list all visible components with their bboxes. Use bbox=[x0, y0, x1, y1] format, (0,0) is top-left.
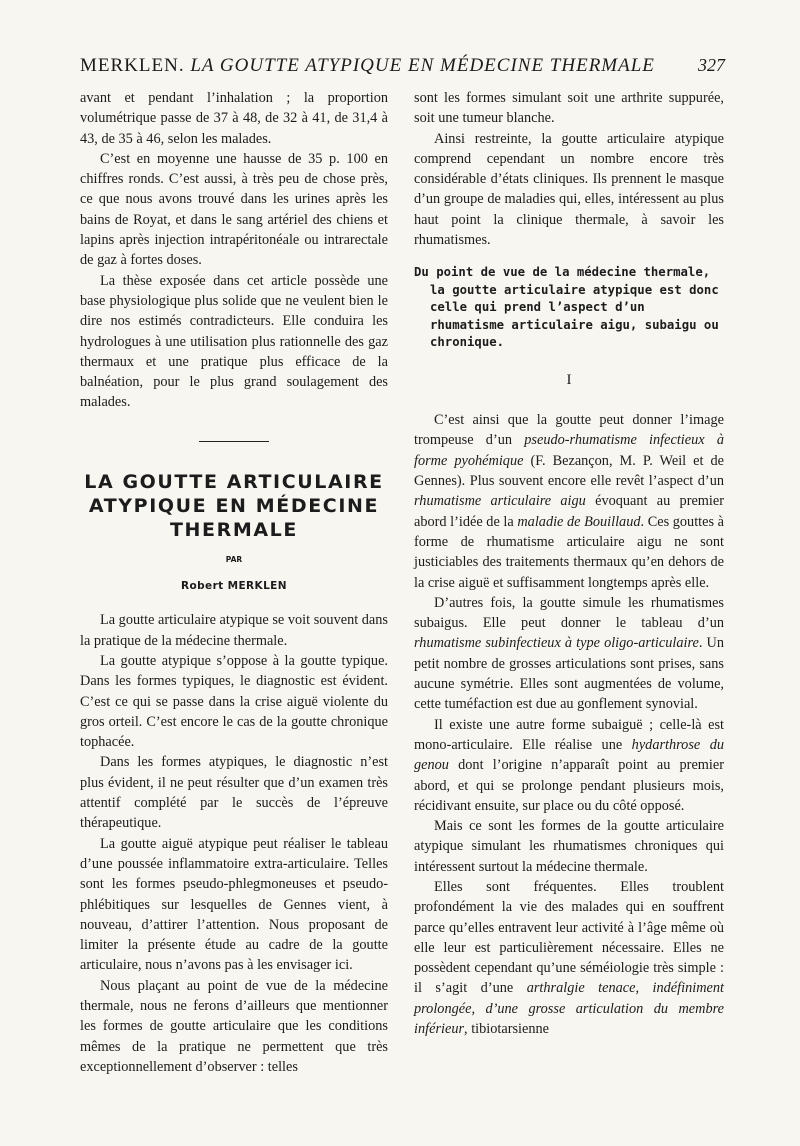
text: dont l’origine n’apparaît point au premier abord, et qui se prolonge pendant plusieurs mois, récidivant ensuite, sur place ou du côté opposé. bbox=[414, 757, 724, 814]
text: Elles sont fréquentes. Elles troublent profondément la vie des malades qui en souffrent parce qu’elles entravent leur activité à l’âge même où elle leur est particulièrement nécessaire. Elles ne possèdent cependant qu’une séméiologie très simple : il s’agit d’une bbox=[414, 879, 724, 997]
paragraph: C’est en moyenne une hausse de 35 p. 100 en chiffres ronds. C’est aussi, à très peu de chose près, ce que nous avons trouvé dans les urines après les bains de Royat, et dans le sang artériel des chiens et lapins après injection intrapéritonéale ou intrarectale de gaz à fortes doses. bbox=[80, 150, 388, 269]
running-author: MERKLEN. bbox=[80, 55, 185, 76]
italic-term: rhumatisme articulaire aigu bbox=[414, 493, 586, 510]
italic-term: maladie de Bouillaud bbox=[517, 513, 641, 530]
section-divider bbox=[199, 441, 269, 442]
paragraph: Ainsi restreinte, la goutte articulaire atypique comprend cependant un nombre encore très considérable d’états cliniques. Ils prennent le masque d’un groupe de maladies qui, elles, intéressent au plus haut point la clinique thermale, à savoir les rhumatismes. bbox=[414, 130, 724, 249]
text: . Ces gouttes à forme de rhumatisme articulaire aigu ne sont justiciables des traitements thermaux qu’en dehors de la crise aiguë et suffisamment longtemps après elle. bbox=[414, 513, 724, 591]
key-statement-line: Du point de vue de la médecine thermale, bbox=[414, 265, 711, 280]
paragraph bbox=[414, 410, 724, 593]
paragraph: La goutte atypique s’oppose à la goutte typique. Dans les formes typiques, le diagnostic est évident. C’est ce qui se passe dans la crise aiguë violente du gros orteil. C’est encore le cas de la goutte chronique tophacée. bbox=[80, 652, 388, 751]
paragraph bbox=[414, 715, 724, 816]
left-column bbox=[80, 88, 388, 1077]
running-article-title: LA GOUTTE ATYPIQUE EN MÉDECINE THERMALE bbox=[190, 55, 655, 76]
text: , tibiotarsienne bbox=[464, 1021, 550, 1038]
article-author: Robert MERKLEN bbox=[181, 580, 287, 593]
right-column bbox=[414, 88, 724, 1039]
running-header bbox=[80, 55, 725, 85]
paragraph: La goutte articulaire atypique se voit souvent dans la pratique de la médecine thermale. bbox=[80, 612, 388, 649]
paragraph: La goutte aiguë atypique peut réaliser le tableau d’une poussée inflammatoire extra-articulaire. Telles sont les formes pseudo-phlegmoneuses et pseudo-phlébitiques sur lesquelles de Gennes vient, à nouveau, d’attirer l’attention. Nous proposant de limiter la présente étude au cadre de la goutte articulaire, nous n’avons pas à les envisager ici. bbox=[80, 835, 388, 974]
article-title-line: LA GOUTTE ARTICULAIRE bbox=[84, 470, 384, 493]
article-title bbox=[80, 470, 388, 542]
key-statement bbox=[414, 264, 724, 352]
paragraph: Dans les formes atypiques, le diagnostic n’est plus évident, il ne peut résulter que d’un examen très attentif complété par le succès de l’épreuve thérapeutique. bbox=[80, 754, 388, 832]
text: . Un petit nombre de grosses articulations sont prises, sans aucune symétrie. Elles sont augmentées de volume, cette tuméfaction est due au gonflement synovial. bbox=[414, 635, 724, 713]
paragraph bbox=[414, 593, 724, 715]
key-statement-body: la goutte articulaire atypique est donc celle qui prend l’aspect d’un rhumatisme articulaire aigu, subaigu ou chronique. bbox=[430, 282, 719, 350]
paragraph: Mais ce sont les formes de la goutte articulaire atypique simulant les rhumatismes chroniques qui intéressent surtout la médecine thermale. bbox=[414, 818, 724, 875]
text: D’autres fois, la goutte simule les rhumatismes subaigus. Elle peut donner le tableau d’un bbox=[414, 594, 724, 632]
article-title-line: THERMALE bbox=[170, 518, 298, 541]
text: C’est ainsi que la goutte peut donner l’image trompeuse d’un bbox=[414, 412, 724, 449]
italic-term: rhumatisme subinfectieux à type oligo-articulaire bbox=[414, 635, 699, 652]
italic-term: hydarthrose du genou bbox=[414, 736, 724, 774]
paragraph: sont les formes simulant soit une arthrite suppurée, soit une tumeur blanche. bbox=[414, 90, 724, 127]
paragraph bbox=[414, 877, 724, 1039]
section-number: I bbox=[566, 371, 572, 388]
running-title bbox=[80, 55, 655, 77]
text: évoquant au premier abord l’idée de la bbox=[414, 493, 725, 530]
italic-term: pseudo-rhumatisme infectieux à forme pyohémique bbox=[414, 432, 724, 469]
paragraph: La thèse exposée dans cet article possède une base physiologique plus solide que ne veulent bien le dire nos estimés contradicteurs. Elle conduira les hydrologues à une utilisation plus rationnelle des gaz thermaux et une pratique plus efficace de la balnéation, pour le plus grand soulagement des malades. bbox=[80, 272, 388, 411]
article-title-line: ATYPIQUE EN MÉDECINE bbox=[88, 494, 380, 517]
byline-par: PAR bbox=[225, 554, 243, 564]
paragraph: Nous plaçant au point de vue de la médecine thermale, nous ne ferons d’ailleurs que mentionner les formes de goutte articulaire que les conditions mêmes de la pratique ne permettent que très exceptionnellement d’observer : telles bbox=[80, 977, 388, 1075]
paragraph: avant et pendant l’inhalation ; la proportion volumétrique passe de 37 à 48, de 32 à 41, de 31,4 à 43, de 35 à 46, selon les malades. bbox=[80, 90, 388, 147]
page-number: 327 bbox=[698, 55, 725, 75]
italic-term: arthralgie tenace, indéfiniment prolongée, d’une grosse articulation du membre inférieur bbox=[414, 980, 724, 1038]
text: Il existe une autre forme subaiguë ; celle-là est mono-articulaire. Elle réalise une bbox=[414, 716, 724, 753]
text: (F. Bezançon, M. P. Weil et de Gennes). Plus souvent encore elle revêt l’aspect d’un bbox=[414, 452, 724, 490]
